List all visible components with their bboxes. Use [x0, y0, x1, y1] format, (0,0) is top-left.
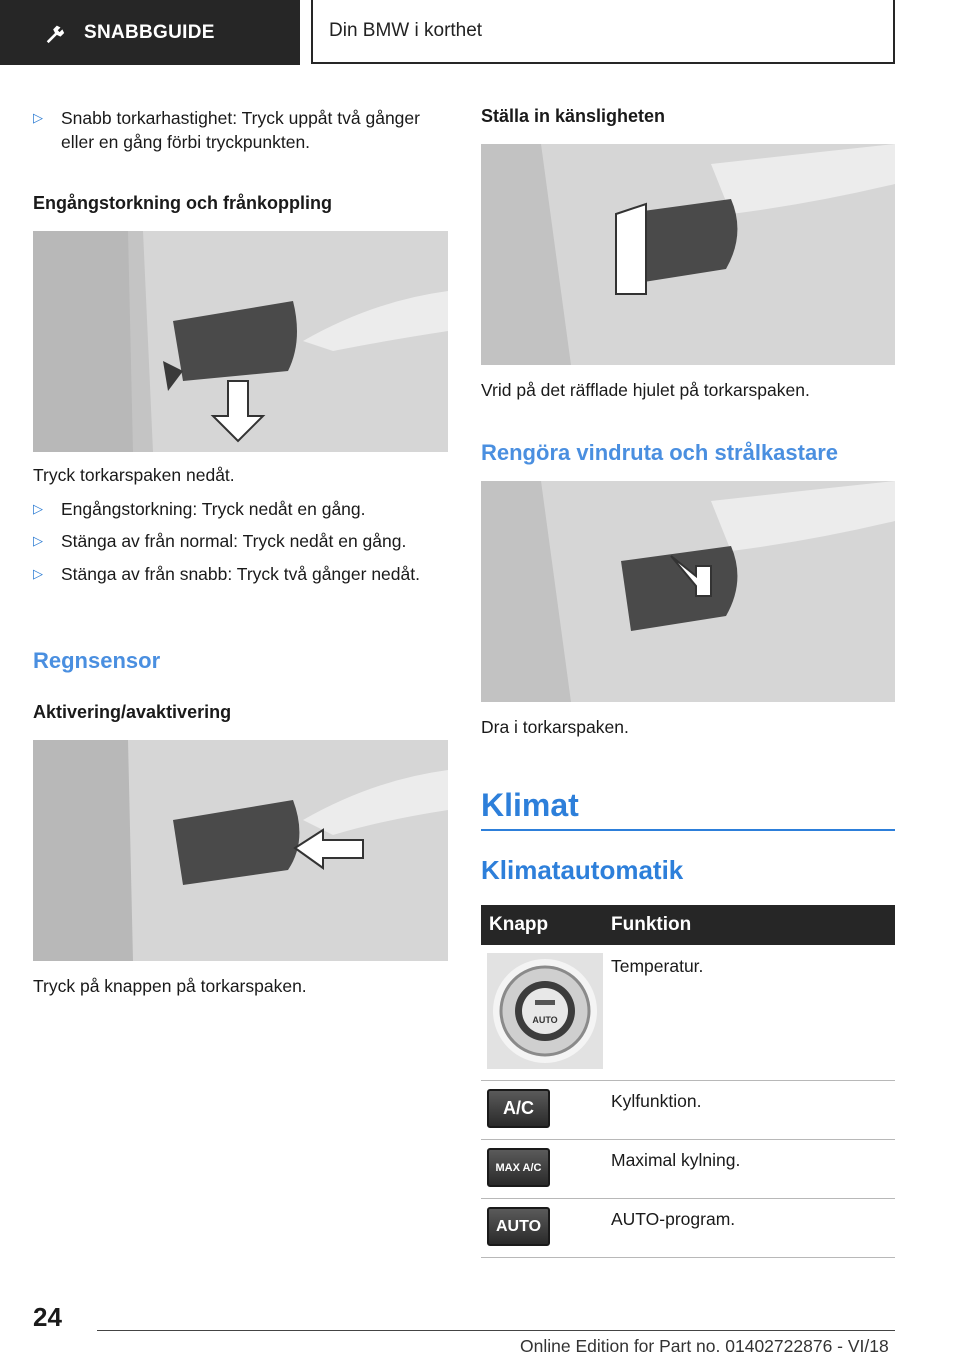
row-divider: [481, 1198, 895, 1199]
auto-knob-label: AUTO: [532, 1015, 558, 1025]
section-rain-sensor: Regnsensor: [33, 648, 161, 673]
bullet-single-wipe: ▷ Engångstorkning: Tryck nedåt en gång.: [33, 499, 366, 519]
wiper-pull-image: [481, 481, 895, 702]
wiper-stalk-down-image: [33, 231, 448, 452]
auto-button[interactable]: AUTO: [487, 1207, 550, 1246]
row-function-max-cooling: Maximal kylning.: [611, 1150, 741, 1170]
max-ac-button[interactable]: MAX A/C: [487, 1148, 550, 1187]
wiper-button-image: [33, 740, 448, 961]
caption-push-down: Tryck torkarspaken nedåt.: [33, 465, 235, 485]
bullet-fast-speed: ▷ Snabb torkarhastighet: Tryck uppåt två gånger eller en gång förbi tryckpunkten.: [33, 108, 420, 152]
triangle-bullet-icon: ▷: [33, 110, 43, 125]
row-function-cooling: Kylfunktion.: [611, 1091, 702, 1111]
header-tab-label: SNABBGUIDE: [84, 21, 215, 43]
row-divider: [481, 1080, 895, 1081]
table-header-function: Funktion: [611, 914, 692, 935]
ac-button[interactable]: A/C: [487, 1089, 550, 1128]
header-title: Din BMW i korthet: [329, 20, 483, 41]
page-number: 24: [33, 1302, 62, 1332]
triangle-bullet-icon: ▷: [33, 566, 43, 581]
table-header-button: Knapp: [489, 914, 549, 935]
header-title-box: [311, 0, 895, 64]
wrench-icon: [44, 22, 66, 44]
header-tab[interactable]: [0, 0, 300, 65]
subsection-climate-auto: Klimatautomatik: [481, 855, 684, 885]
bullet-stop-fast: ▷ Stänga av från snabb: Tryck två gånger nedåt.: [33, 564, 420, 584]
heading-activation: Aktivering/avaktivering: [33, 702, 232, 722]
caption-pull-stalk: Dra i torkarspaken.: [481, 717, 629, 737]
triangle-bullet-icon: ▷: [33, 533, 43, 548]
row-function-temperature: Temperatur.: [611, 956, 704, 976]
chapter-underline: [481, 829, 895, 831]
footer-divider: [97, 1330, 895, 1331]
wiper-wheel-image: [481, 144, 895, 365]
section-clean-windshield: Rengöra vindruta och strålkastare: [481, 440, 839, 465]
bullet-stop-normal: ▷ Stänga av från normal: Tryck nedåt en gång.: [33, 531, 407, 551]
row-divider: [481, 1139, 895, 1140]
heading-single-wipe: Engångstorkning och frånkoppling: [33, 193, 332, 213]
caption-turn-wheel: Vrid på det räfflade hjulet på torkarspaken.: [481, 380, 810, 400]
row-function-auto-program: AUTO-program.: [611, 1209, 736, 1229]
row-divider: [481, 1257, 895, 1258]
auto-knob-image: [487, 953, 603, 1069]
caption-press-button: Tryck på knappen på torkarspaken.: [33, 976, 307, 996]
heading-sensitivity: Ställa in känsligheten: [481, 106, 666, 126]
footer-edition: Online Edition for Part no. 01402722876 - VI/18: [520, 1336, 889, 1356]
table-header: [481, 905, 895, 945]
triangle-bullet-icon: ▷: [33, 501, 43, 516]
chapter-climate: Klimat: [481, 787, 579, 823]
